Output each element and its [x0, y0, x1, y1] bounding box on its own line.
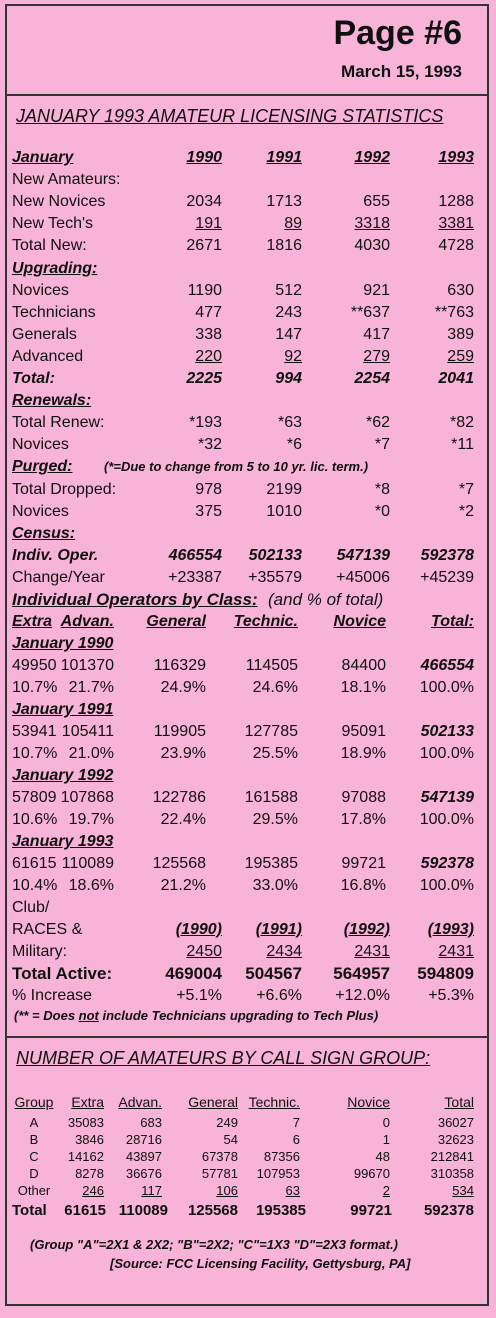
- cell-value: 512: [275, 282, 302, 299]
- group-label: Other: [17, 1183, 51, 1198]
- section-label-text: Purged:: [12, 458, 73, 475]
- cell-value: 33.0%: [252, 877, 298, 894]
- club-row: [12, 897, 486, 919]
- cell-value: 3846: [75, 1132, 104, 1147]
- stats-row-upg_technicians: [12, 302, 486, 324]
- group-row: [12, 1165, 486, 1182]
- cell-value: 28716: [125, 1132, 162, 1147]
- cell-value: **763: [434, 304, 474, 321]
- column-header: Total:: [431, 613, 474, 630]
- cell-value: 220: [195, 348, 222, 365]
- cell-value: 1: [382, 1132, 390, 1147]
- cell-value: 21.7%: [68, 679, 114, 696]
- column-header: Group: [14, 1094, 54, 1110]
- class-pcts-row: [12, 677, 486, 699]
- cell-value: 592378: [420, 855, 474, 872]
- column-header: General: [146, 613, 206, 630]
- stats-row-year_header: [12, 147, 486, 169]
- military-value: 2434: [266, 943, 302, 960]
- class-counts-row: [12, 787, 486, 809]
- section-label-text: New Amateurs:: [12, 171, 121, 188]
- cell-value: +45239: [420, 569, 474, 586]
- column-header: Total: [444, 1094, 474, 1110]
- cell-value: *0: [374, 503, 390, 520]
- cell-value: 1010: [266, 503, 302, 520]
- cell-value: 19.7%: [68, 811, 114, 828]
- cell-value: 36027: [437, 1115, 474, 1130]
- cell-value: 246: [82, 1183, 104, 1198]
- cell-value: 110089: [61, 855, 114, 872]
- cell-value: +6.6%: [256, 987, 302, 1004]
- class-pcts-row: [12, 743, 486, 765]
- column-header: Advan.: [118, 1094, 162, 1110]
- section-label: [12, 523, 486, 545]
- row-label: Total Renew:: [12, 414, 105, 431]
- cell-value: 106: [216, 1183, 238, 1198]
- stats-row-census_indiv: [12, 545, 486, 567]
- cell-value: 2254: [354, 370, 390, 387]
- section-label-text: Census:: [12, 525, 76, 542]
- year-label: January 1991: [12, 701, 114, 718]
- cell-value: 1713: [266, 193, 302, 210]
- cell-value: 3381: [438, 215, 474, 232]
- cell-value: 310358: [430, 1166, 474, 1181]
- cell-value: 2041: [438, 370, 474, 387]
- row-label: Total New:: [12, 237, 87, 254]
- cell-value: 18.6%: [68, 877, 114, 894]
- stats-heading: JANUARY 1993 AMATEUR LICENSING STATISTICS: [16, 106, 444, 126]
- cell-value: *32: [197, 436, 222, 453]
- cell-value: 18.9%: [340, 745, 386, 762]
- cell-value: 0: [382, 1115, 390, 1130]
- stats-row-census_change: [12, 567, 486, 589]
- cell-value: 23.9%: [160, 745, 206, 762]
- cell-value: 107868: [60, 789, 114, 806]
- cell-value: 502133: [248, 547, 302, 564]
- cell-value: *62: [365, 414, 390, 431]
- cell-value: *193: [189, 414, 222, 431]
- row-label: Total:: [12, 370, 55, 387]
- group-row: [12, 1182, 486, 1199]
- row-label: Indiv. Oper.: [12, 547, 99, 564]
- cell-value: 1990: [186, 149, 222, 166]
- cell-value: 2671: [186, 237, 222, 254]
- cell-value: 119905: [153, 723, 206, 740]
- cell-value: 54: [223, 1132, 238, 1147]
- club-year: (1990): [175, 921, 222, 938]
- cell-value: 22.4%: [160, 811, 206, 828]
- class-column-header: [12, 611, 486, 633]
- class-year-label: [12, 765, 486, 787]
- cell-value: 477: [195, 304, 222, 321]
- military-label: Military:: [12, 943, 68, 960]
- class-year-label: [12, 831, 486, 853]
- cell-value: 547139: [420, 789, 474, 806]
- military-value: 2450: [186, 943, 222, 960]
- group-column-header: [12, 1094, 486, 1111]
- military-row: [12, 941, 486, 963]
- row-label: Total: [12, 1202, 47, 1219]
- cell-value: 89: [284, 215, 302, 232]
- club-years-row: [12, 919, 486, 941]
- cell-value: 116329: [153, 657, 206, 674]
- cell-value: *8: [374, 481, 390, 498]
- cell-value: 1993: [438, 149, 474, 166]
- cell-value: 249: [216, 1115, 238, 1130]
- cell-value: 195385: [255, 1202, 306, 1219]
- cell-value: 127785: [244, 723, 298, 740]
- cell-value: 25.5%: [252, 745, 298, 762]
- cell-value: 99721: [341, 855, 386, 872]
- cell-value: 1991: [266, 149, 302, 166]
- cell-value: 10.6%: [12, 811, 58, 828]
- cell-value: 6: [292, 1132, 300, 1147]
- cell-value: 100.0%: [419, 811, 474, 828]
- page-date: March 15, 1993: [341, 62, 462, 81]
- group-label: B: [29, 1132, 39, 1147]
- cell-value: 1288: [438, 193, 474, 210]
- cell-value: 95091: [341, 723, 386, 740]
- footnote-post: include Technicians upgrading to Tech Plus): [98, 1008, 379, 1023]
- club-year: (1993): [427, 921, 474, 938]
- cell-value: 92: [284, 348, 302, 365]
- cell-value: 4030: [354, 237, 390, 254]
- cell-value: 655: [363, 193, 390, 210]
- cell-value: 49950: [12, 657, 57, 674]
- row-label: Advanced: [12, 348, 84, 365]
- group-row: [12, 1148, 486, 1165]
- cell-value: 592378: [423, 1202, 474, 1219]
- cell-value: 14162: [67, 1149, 104, 1164]
- cell-value: 57781: [201, 1166, 238, 1181]
- row-label: Total Dropped:: [12, 481, 117, 498]
- section-label: [12, 390, 486, 412]
- cell-value: *63: [277, 414, 302, 431]
- cell-value: 1992: [354, 149, 390, 166]
- footnote-not: not: [78, 1008, 99, 1023]
- cell-value: 502133: [420, 723, 474, 740]
- year-label: January 1992: [12, 767, 114, 784]
- row-label: % Increase: [12, 987, 93, 1004]
- cell-value: 466554: [420, 657, 474, 674]
- cell-value: *7: [458, 481, 474, 498]
- group-label: D: [29, 1166, 39, 1181]
- cell-value: 7: [292, 1115, 300, 1130]
- cell-value: **637: [350, 304, 390, 321]
- cell-value: 417: [363, 326, 390, 343]
- cell-value: 105411: [61, 723, 114, 740]
- cell-value: 84400: [341, 657, 386, 674]
- cell-value: 10.7%: [12, 679, 58, 696]
- row-label: Novices: [12, 503, 69, 520]
- cell-value: 1190: [187, 282, 222, 299]
- column-header: Extra: [71, 1094, 104, 1110]
- column-header: Extra: [12, 613, 53, 630]
- cell-value: 87356: [263, 1149, 300, 1164]
- call-sign-heading: NUMBER OF AMATEURS BY CALL SIGN GROUP:: [16, 1048, 431, 1068]
- group-row: [12, 1114, 486, 1131]
- cell-value: 18.1%: [340, 679, 386, 696]
- divider: [7, 1036, 487, 1038]
- cell-value: +12.0%: [335, 987, 390, 1004]
- cell-value: 17.8%: [340, 811, 386, 828]
- cell-value: +5.3%: [428, 987, 474, 1004]
- footnote-pre: (** = Does: [14, 1008, 79, 1023]
- cell-value: +23387: [168, 569, 222, 586]
- row-label: New Tech's: [12, 215, 94, 232]
- class-heading-text: Individual Operators by Class:: [12, 590, 258, 609]
- class-counts-row: [12, 721, 486, 743]
- cell-value: +45006: [336, 569, 390, 586]
- group-label: C: [29, 1149, 39, 1164]
- year-label: January 1990: [12, 635, 114, 652]
- column-header: General: [188, 1094, 238, 1110]
- section-label: [12, 169, 486, 191]
- club-year: (1992): [343, 921, 390, 938]
- row-label: Change/Year: [12, 569, 105, 586]
- cell-value: 61615: [64, 1202, 106, 1219]
- cell-value: 2199: [266, 481, 302, 498]
- cell-value: *7: [374, 436, 390, 453]
- row-label: Generals: [12, 326, 77, 343]
- cell-value: 110089: [118, 1202, 168, 1219]
- cell-value: 3318: [354, 215, 390, 232]
- cell-value: 547139: [336, 547, 390, 564]
- cell-value: 32623: [437, 1132, 474, 1147]
- cell-value: 97088: [341, 789, 386, 806]
- cell-value: 21.2%: [160, 877, 206, 894]
- cell-value: 21.0%: [68, 745, 114, 762]
- row-label: Novices: [12, 436, 69, 453]
- column-header: Novice: [347, 1094, 390, 1110]
- row-label: Total Active:: [12, 964, 113, 983]
- cell-value: 4728: [438, 237, 474, 254]
- cell-value: 36676: [125, 1166, 162, 1181]
- cell-value: 195385: [244, 855, 298, 872]
- group-total-row: [12, 1201, 486, 1221]
- source-note: [Source: FCC Licensing Facility, Gettysburg, PA]: [110, 1256, 411, 1271]
- class-heading-suffix: (and % of total): [268, 590, 384, 609]
- cell-value: 375: [195, 503, 222, 520]
- cell-value: 594809: [417, 964, 474, 983]
- total-active-row: [12, 963, 486, 985]
- cell-value: 122786: [152, 789, 206, 806]
- cell-value: 279: [363, 348, 390, 365]
- cell-value: 259: [447, 348, 474, 365]
- class-counts-row: [12, 655, 486, 677]
- stats-row-purged_dropped: [12, 479, 486, 501]
- stats-row-upg_total: [12, 368, 486, 390]
- cell-value: 16.8%: [340, 877, 386, 894]
- row-label: Novices: [12, 282, 69, 299]
- cell-value: 35083: [67, 1115, 104, 1130]
- cell-value: 107953: [256, 1166, 300, 1181]
- cell-value: 8278: [75, 1166, 104, 1181]
- group-format-note: (Group "A"=2X1 & 2X2; "B"=2X2; "C"=1X3 "D"=2X3 format.): [30, 1237, 398, 1252]
- cell-value: 243: [275, 304, 302, 321]
- stats-row-upg_novices: [12, 280, 486, 302]
- cell-value: 921: [363, 282, 390, 299]
- stats-row-ren_novices: [12, 434, 486, 456]
- cell-value: 2: [382, 1183, 390, 1198]
- cell-value: 466554: [168, 547, 222, 564]
- cell-value: 100.0%: [419, 745, 474, 762]
- purged-note: (*=Due to change from 5 to 10 yr. lic. term.): [104, 459, 369, 474]
- cell-value: 29.5%: [252, 811, 298, 828]
- class-year-label: [12, 633, 486, 655]
- stats-row-ren_total: [12, 412, 486, 434]
- section-label: [12, 456, 486, 478]
- section-label-text: Upgrading:: [12, 260, 98, 277]
- stats-row-total_new: [12, 235, 486, 257]
- cell-value: 24.6%: [252, 679, 298, 696]
- cell-value: 2225: [186, 370, 222, 387]
- cell-value: *82: [449, 414, 474, 431]
- cell-value: 67378: [201, 1149, 238, 1164]
- class-heading: [12, 589, 486, 611]
- column-header: Technic.: [248, 1094, 300, 1110]
- cell-value: 683: [140, 1115, 162, 1130]
- cell-value: 338: [195, 326, 222, 343]
- races-label: RACES &: [12, 921, 83, 938]
- class-counts-row: [12, 853, 486, 875]
- divider: [7, 94, 487, 96]
- column-header: Technic.: [233, 613, 298, 630]
- stats-row-upg_advanced: [12, 346, 486, 368]
- cell-value: 63: [285, 1183, 300, 1198]
- year-label: January 1993: [12, 833, 114, 850]
- stats-row-purged_novices: [12, 501, 486, 523]
- cell-value: 10.7%: [12, 745, 58, 762]
- cell-value: 114505: [245, 657, 298, 674]
- cell-value: 564957: [333, 964, 390, 983]
- cell-value: 24.9%: [160, 679, 206, 696]
- cell-value: 534: [452, 1183, 474, 1198]
- row-label: Technicians: [12, 304, 96, 321]
- cell-value: 48: [375, 1149, 390, 1164]
- cell-value: 212841: [430, 1149, 474, 1164]
- stats-row-new_techs: [12, 213, 486, 235]
- cell-value: 101370: [60, 657, 114, 674]
- cell-value: 978: [195, 481, 222, 498]
- class-year-label: [12, 699, 486, 721]
- cell-value: 53941: [12, 723, 57, 740]
- cell-value: 161588: [244, 789, 298, 806]
- row-label: January: [12, 149, 74, 166]
- cell-value: 61615: [12, 855, 57, 872]
- cell-value: 99670: [353, 1166, 390, 1181]
- cell-value: *6: [286, 436, 302, 453]
- cell-value: +35579: [248, 569, 302, 586]
- cell-value: 57809: [12, 789, 57, 806]
- cell-value: 1816: [266, 237, 302, 254]
- cell-value: 592378: [420, 547, 474, 564]
- club-year: (1991): [255, 921, 302, 938]
- military-value: 2431: [438, 943, 474, 960]
- class-pcts-row: [12, 809, 486, 831]
- club-label: Club/: [12, 899, 50, 916]
- class-pcts-row: [12, 875, 486, 897]
- cell-value: 630: [447, 282, 474, 299]
- cell-value: 469004: [165, 964, 222, 983]
- stats-row-new_novices: [12, 191, 486, 213]
- group-label: A: [29, 1115, 39, 1130]
- cell-value: 504567: [245, 964, 302, 983]
- cell-value: +5.1%: [176, 987, 222, 1004]
- group-row: [12, 1131, 486, 1148]
- cell-value: 125568: [187, 1202, 238, 1219]
- row-label: New Novices: [12, 193, 106, 210]
- footnote: [14, 1008, 484, 1023]
- cell-value: 99721: [350, 1202, 392, 1219]
- column-header: Novice: [333, 613, 386, 630]
- cell-value: 389: [447, 326, 474, 343]
- page-title: Page #6: [333, 14, 462, 52]
- column-header: Advan.: [60, 613, 114, 630]
- military-value: 2431: [354, 943, 390, 960]
- cell-value: 43897: [125, 1149, 162, 1164]
- stats-row-upg_generals: [12, 324, 486, 346]
- section-label-text: Renewals:: [12, 392, 92, 409]
- cell-value: 125568: [152, 855, 206, 872]
- cell-value: 100.0%: [419, 679, 474, 696]
- cell-value: 191: [195, 215, 222, 232]
- cell-value: 994: [275, 370, 302, 387]
- cell-value: 10.4%: [12, 877, 58, 894]
- cell-value: 100.0%: [419, 877, 474, 894]
- pct-increase-row: [12, 985, 486, 1007]
- cell-value: *11: [451, 436, 474, 453]
- cell-value: 147: [275, 326, 302, 343]
- section-label: [12, 258, 486, 280]
- cell-value: *2: [458, 503, 474, 520]
- cell-value: 117: [141, 1183, 162, 1198]
- cell-value: 2034: [186, 193, 222, 210]
